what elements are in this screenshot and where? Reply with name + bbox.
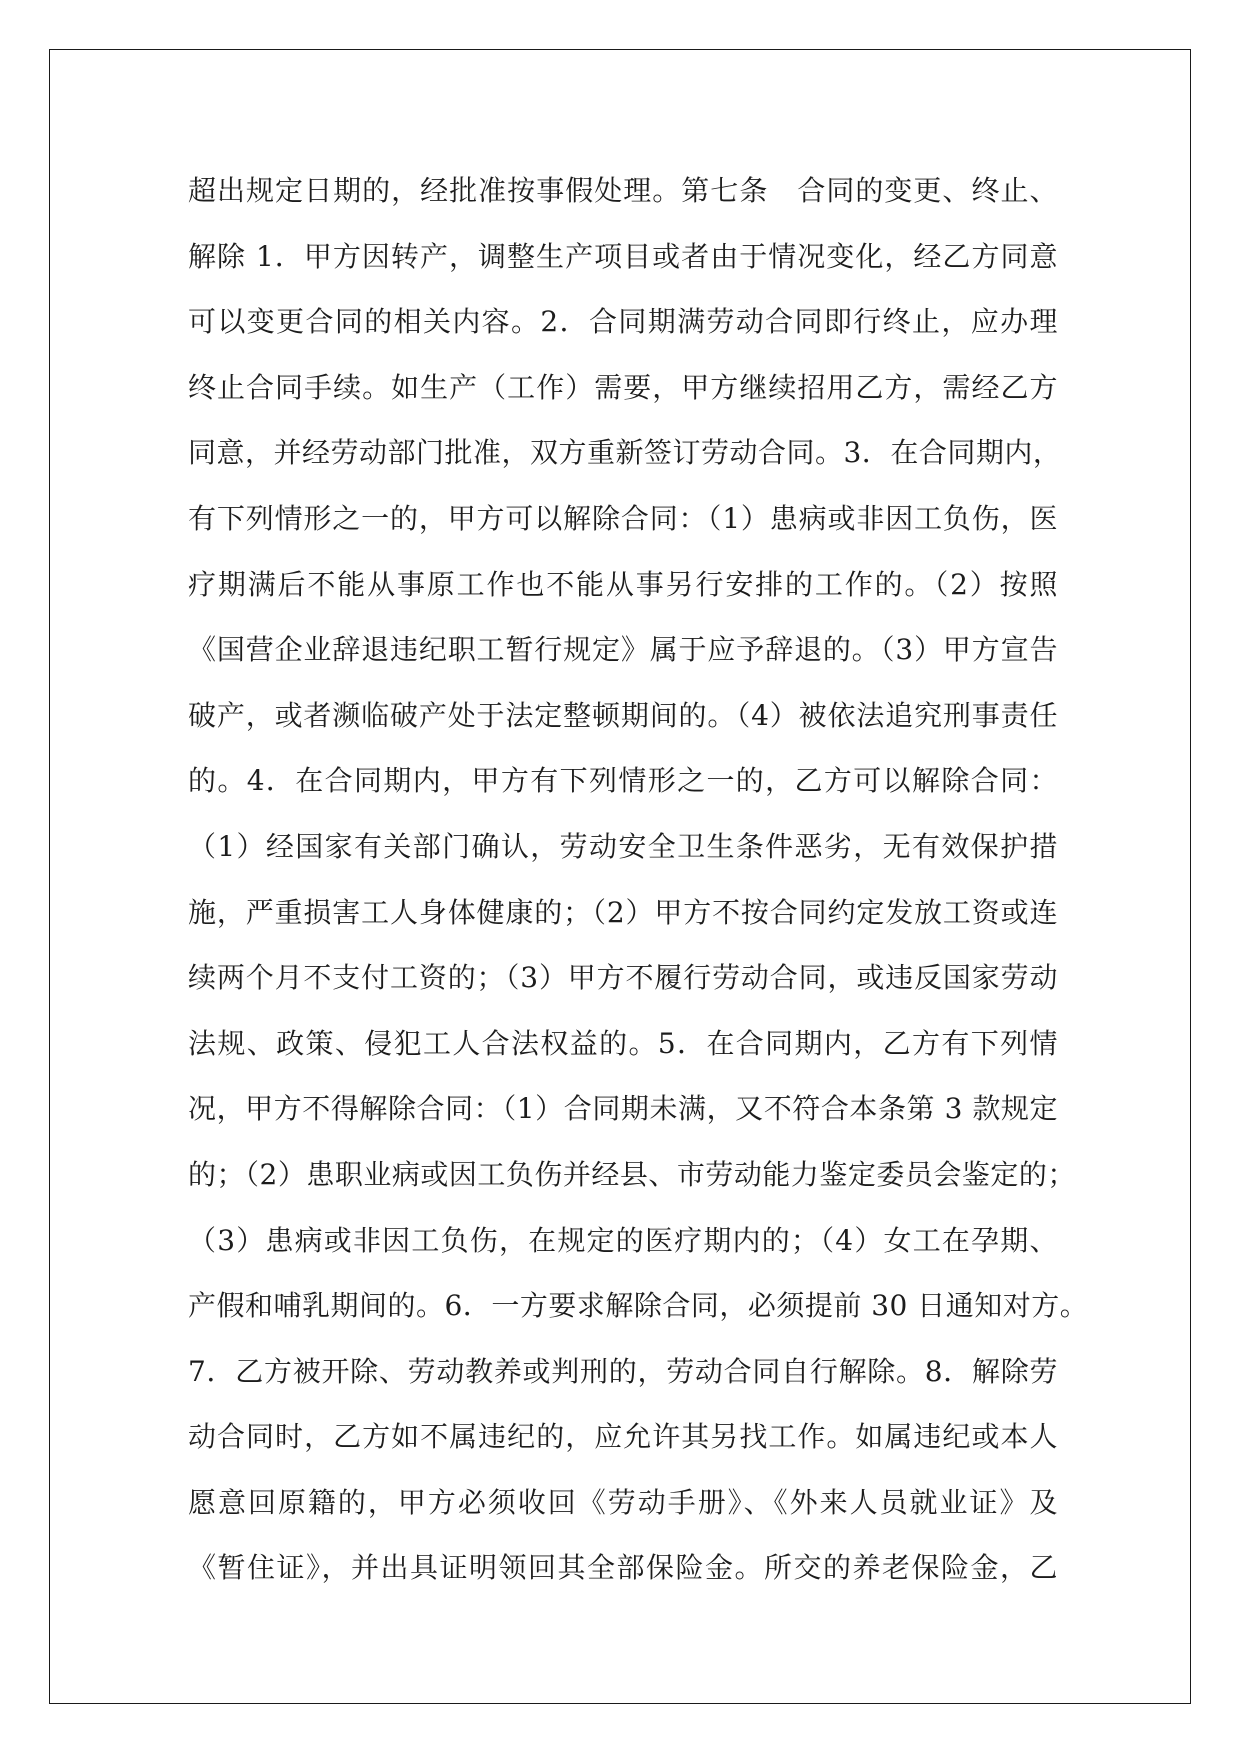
document-body	[188, 158, 1089, 1601]
text-line: 《暂住证》，并出具证明领回其全部保险金。所交的养老保险金，乙	[188, 1551, 1058, 1585]
text-line: 的。4．在合同期内，甲方有下列情形之一的，乙方可以解除合同：	[188, 764, 1058, 798]
text-line: 愿意回原籍的，甲方必须收回《劳动手册》、《外来人员就业证》及	[188, 1485, 1058, 1519]
text-line: 施，严重损害工人身体健康的；（2）甲方不按合同约定发放工资或连	[188, 895, 1058, 929]
text-line: 超出规定日期的，经批准按事假处理。第七条 合同的变更、终止、	[188, 174, 1058, 207]
text-line: 有下列情形之一的，甲方可以解除合同：（1）患病或非因工负伤，医	[188, 501, 1058, 535]
text-line: 疗期满后不能从事原工作也不能从事另行安排的工作的。（2）按照	[188, 567, 1058, 601]
text-line: 《国营企业辞退违纪职工暂行规定》属于应予辞退的。（3）甲方宣告	[188, 633, 1058, 667]
text-line: 产假和哺乳期间的。6．一方要求解除合同，必须提前 30 日通知对方。	[188, 1289, 1089, 1323]
text-line: 可以变更合同的相关内容。2．合同期满劳动合同即行终止，应办理	[188, 305, 1058, 339]
text-line: （1）经国家有关部门确认，劳动安全卫生条件恶劣，无有效保护措	[188, 829, 1058, 863]
text-line: 的；（2）患职业病或因工负伤并经县、市劳动能力鉴定委员会鉴定的；	[188, 1157, 1076, 1191]
text-line: 同意，并经劳动部门批准，双方重新签订劳动合同。3．在合同期内，	[188, 436, 1062, 470]
text-line: 破产，或者濒临破产处于法定整顿期间的。（4）被依法追究刑事责任	[188, 698, 1058, 732]
text-line: 终止合同手续。如生产（工作）需要，甲方继续招用乙方，需经乙方	[188, 370, 1058, 404]
text-line: 动合同时，乙方如不属违纪的，应允许其另找工作。如属违纪或本人	[188, 1420, 1058, 1454]
text-line: 况，甲方不得解除合同：（1）合同期未满，又不符合本条第 3 款规定	[188, 1092, 1058, 1126]
text-line: 解除 1．甲方因转产，调整生产项目或者由于情况变化，经乙方同意	[188, 239, 1058, 273]
text-line: 法规、政策、侵犯工人合法权益的。5．在合同期内，乙方有下列情	[188, 1026, 1058, 1060]
text-line: 续两个月不支付工资的；（3）甲方不履行劳动合同，或违反国家劳动	[188, 961, 1058, 995]
text-line: 7．乙方被开除、劳动教养或判刑的，劳动合同自行解除。8．解除劳	[188, 1354, 1058, 1388]
text-line: （3）患病或非因工负伤，在规定的医疗期内的；（4）女工在孕期、	[188, 1223, 1058, 1257]
